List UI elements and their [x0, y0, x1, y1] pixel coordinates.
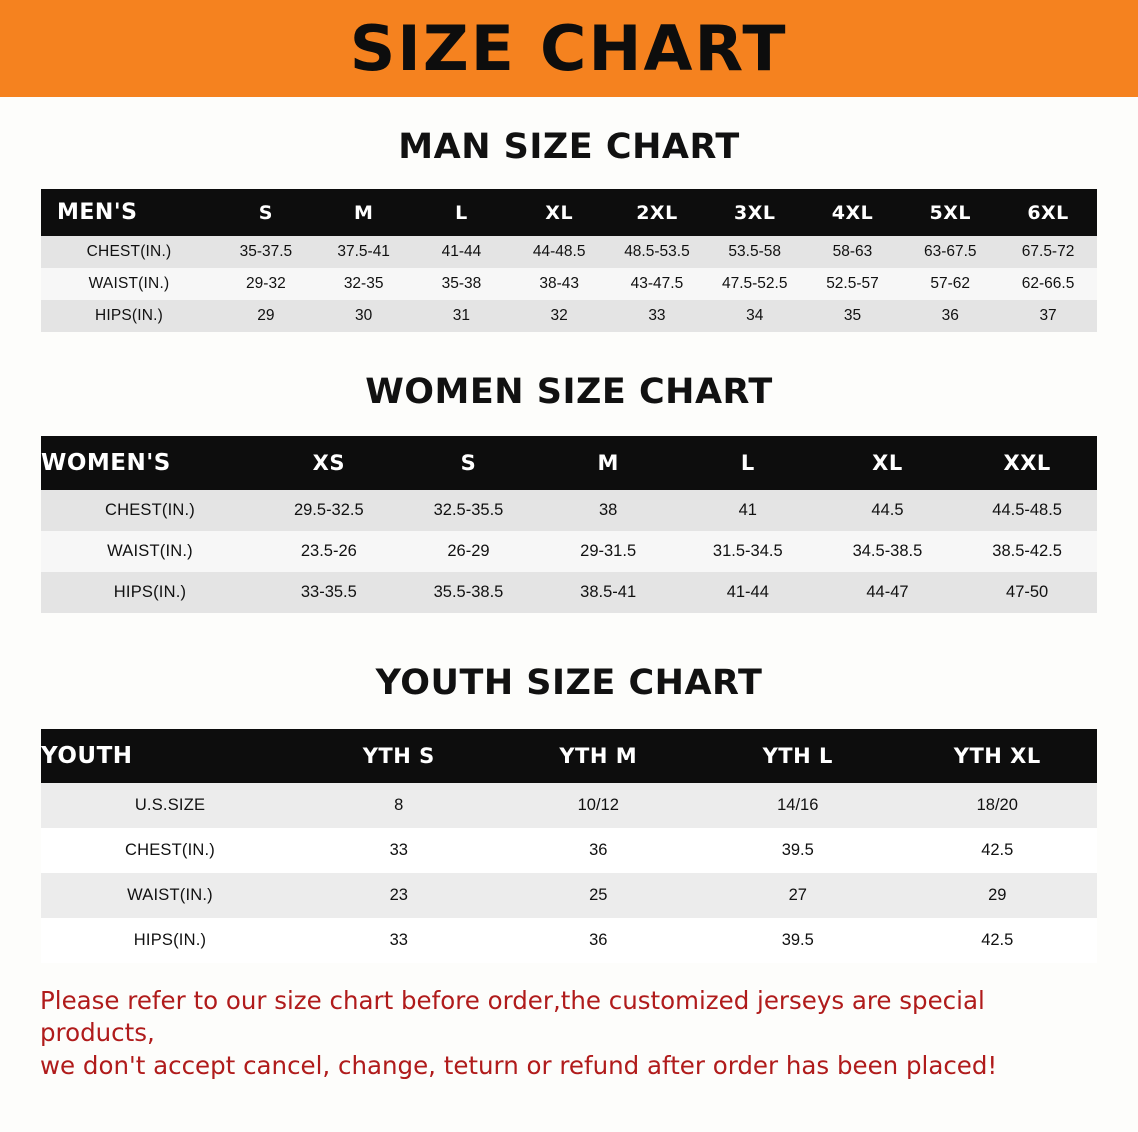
table-cell: 36 — [499, 918, 699, 963]
row-label: WAIST(IN.) — [41, 531, 259, 572]
column-header: S — [217, 189, 315, 236]
disclaimer-line-1: Please refer to our size chart before order,the customized jerseys are special products, — [40, 986, 985, 1048]
table-cell: 33-35.5 — [259, 572, 399, 613]
column-header: MEN'S — [41, 189, 217, 236]
column-header: M — [538, 436, 678, 490]
column-header: YTH S — [299, 729, 499, 783]
table-cell: 35.5-38.5 — [399, 572, 539, 613]
column-header: XL — [510, 189, 608, 236]
table-cell: 57-62 — [901, 268, 999, 300]
table-cell: 37.5-41 — [315, 236, 413, 268]
youth-section-heading: YOUTH SIZE CHART — [375, 663, 763, 703]
table-row — [41, 828, 1097, 873]
women-size-table — [41, 436, 1097, 613]
table-cell: 33 — [299, 828, 499, 873]
table-cell: 14/16 — [698, 783, 898, 828]
table-cell: 38.5-42.5 — [957, 531, 1097, 572]
table-cell: 42.5 — [898, 918, 1098, 963]
column-header: 3XL — [706, 189, 804, 236]
youth-size-table — [41, 729, 1097, 963]
youth-table-wrapper — [41, 729, 1097, 963]
table-cell: 35 — [804, 300, 902, 332]
table-cell: 38.5-41 — [538, 572, 678, 613]
row-label: HIPS(IN.) — [41, 300, 217, 332]
table-cell: 31 — [413, 300, 511, 332]
table-row — [41, 490, 1097, 531]
women-table-wrapper — [41, 436, 1097, 613]
column-header: L — [678, 436, 818, 490]
table-cell: 29-32 — [217, 268, 315, 300]
table-header-row — [41, 436, 1097, 490]
column-header: 5XL — [901, 189, 999, 236]
table-cell: 41-44 — [413, 236, 511, 268]
row-label: HIPS(IN.) — [41, 918, 299, 963]
column-header: YTH M — [499, 729, 699, 783]
table-cell: 43-47.5 — [608, 268, 706, 300]
column-header: L — [413, 189, 511, 236]
table-cell: 26-29 — [399, 531, 539, 572]
table-cell: 23.5-26 — [259, 531, 399, 572]
page-title: SIZE CHART — [350, 11, 788, 85]
table-row — [41, 268, 1097, 300]
table-row — [41, 783, 1097, 828]
table-cell: 29 — [898, 873, 1098, 918]
column-header: XL — [818, 436, 958, 490]
column-header: S — [399, 436, 539, 490]
row-label: WAIST(IN.) — [41, 268, 217, 300]
column-header: YTH XL — [898, 729, 1098, 783]
row-label: WAIST(IN.) — [41, 873, 299, 918]
disclaimer-note — [40, 985, 1098, 1082]
row-label: HIPS(IN.) — [41, 572, 259, 613]
table-cell: 44-47 — [818, 572, 958, 613]
column-header: 6XL — [999, 189, 1097, 236]
table-cell: 35-37.5 — [217, 236, 315, 268]
table-row — [41, 873, 1097, 918]
table-cell: 25 — [499, 873, 699, 918]
table-row — [41, 300, 1097, 332]
table-header-row — [41, 729, 1097, 783]
row-label: CHEST(IN.) — [41, 490, 259, 531]
table-cell: 32.5-35.5 — [399, 490, 539, 531]
table-cell: 34 — [706, 300, 804, 332]
table-cell: 44.5 — [818, 490, 958, 531]
table-cell: 47-50 — [957, 572, 1097, 613]
page-banner — [0, 0, 1138, 97]
table-cell: 29.5-32.5 — [259, 490, 399, 531]
table-cell: 39.5 — [698, 828, 898, 873]
table-row — [41, 236, 1097, 268]
table-cell: 23 — [299, 873, 499, 918]
table-cell: 48.5-53.5 — [608, 236, 706, 268]
table-cell: 41-44 — [678, 572, 818, 613]
table-cell: 33 — [608, 300, 706, 332]
table-row — [41, 918, 1097, 963]
man-section-heading: MAN SIZE CHART — [398, 127, 740, 167]
row-label: CHEST(IN.) — [41, 828, 299, 873]
women-section-heading: WOMEN SIZE CHART — [365, 372, 773, 412]
table-cell: 10/12 — [499, 783, 699, 828]
man-size-table — [41, 189, 1097, 332]
table-row — [41, 531, 1097, 572]
table-cell: 37 — [999, 300, 1097, 332]
table-cell: 67.5-72 — [999, 236, 1097, 268]
table-cell: 44-48.5 — [510, 236, 608, 268]
disclaimer-line-2: we don't accept cancel, change, teturn or refund after order has been placed! — [40, 1050, 998, 1080]
column-header: YOUTH — [41, 729, 299, 783]
column-header: XS — [259, 436, 399, 490]
table-cell: 27 — [698, 873, 898, 918]
table-cell: 30 — [315, 300, 413, 332]
table-cell: 36 — [499, 828, 699, 873]
table-cell: 29 — [217, 300, 315, 332]
table-cell: 32-35 — [315, 268, 413, 300]
table-cell: 58-63 — [804, 236, 902, 268]
table-cell: 63-67.5 — [901, 236, 999, 268]
column-header: 4XL — [804, 189, 902, 236]
table-cell: 47.5-52.5 — [706, 268, 804, 300]
table-cell: 42.5 — [898, 828, 1098, 873]
table-cell: 53.5-58 — [706, 236, 804, 268]
column-header: YTH L — [698, 729, 898, 783]
table-cell: 52.5-57 — [804, 268, 902, 300]
table-cell: 8 — [299, 783, 499, 828]
table-row — [41, 572, 1097, 613]
table-cell: 34.5-38.5 — [818, 531, 958, 572]
row-label: U.S.SIZE — [41, 783, 299, 828]
row-label: CHEST(IN.) — [41, 236, 217, 268]
man-table-wrapper — [41, 189, 1097, 332]
table-cell: 38 — [538, 490, 678, 531]
table-cell: 36 — [901, 300, 999, 332]
table-cell: 32 — [510, 300, 608, 332]
column-header: M — [315, 189, 413, 236]
table-cell: 31.5-34.5 — [678, 531, 818, 572]
table-cell: 44.5-48.5 — [957, 490, 1097, 531]
table-cell: 41 — [678, 490, 818, 531]
column-header: WOMEN'S — [41, 436, 259, 490]
table-cell: 29-31.5 — [538, 531, 678, 572]
table-cell: 33 — [299, 918, 499, 963]
table-cell: 62-66.5 — [999, 268, 1097, 300]
column-header: XXL — [957, 436, 1097, 490]
table-header-row — [41, 189, 1097, 236]
table-cell: 39.5 — [698, 918, 898, 963]
table-cell: 18/20 — [898, 783, 1098, 828]
column-header: 2XL — [608, 189, 706, 236]
table-cell: 35-38 — [413, 268, 511, 300]
table-cell: 38-43 — [510, 268, 608, 300]
